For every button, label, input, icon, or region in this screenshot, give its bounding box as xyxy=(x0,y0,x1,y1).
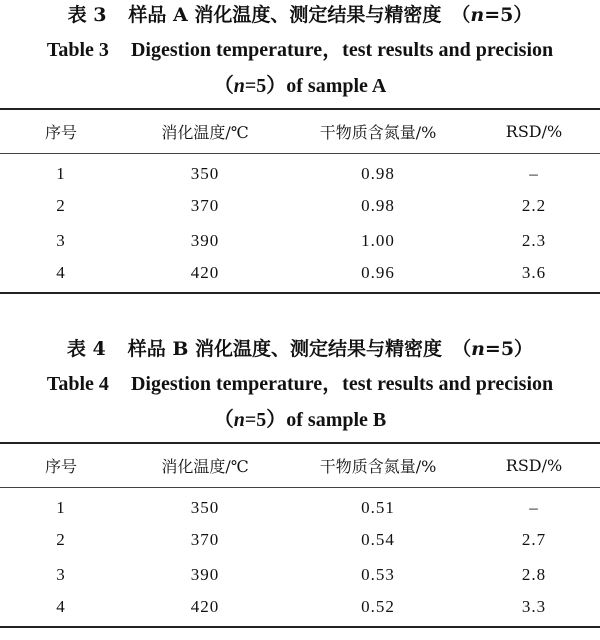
table-3-title-en: Digestion temperature，test results and precision xyxy=(130,39,554,61)
table-cell: 0.51 xyxy=(361,497,395,517)
table-3-caption-en-line1 xyxy=(0,32,600,68)
table-cell: 2.7 xyxy=(521,529,547,549)
table-3-n-open-en: （ xyxy=(213,75,234,97)
header-cell: RSD/% xyxy=(468,109,600,153)
table-cell: 2 xyxy=(56,529,66,549)
table-3-n-eq-cn: =5 xyxy=(484,4,514,26)
header-cell: 序号 xyxy=(0,443,122,487)
table-4-n-open-cn: （ xyxy=(452,338,472,360)
table-row xyxy=(0,258,600,293)
table-3-caption-en-line2 xyxy=(0,68,600,104)
table-3-label-en: Table 3 xyxy=(46,39,109,61)
table-4-n-open-en: （ xyxy=(213,409,234,431)
table-cell: – xyxy=(529,163,539,183)
table-4-n-var-en: n xyxy=(233,409,245,431)
table-row xyxy=(0,487,600,522)
table-cell: 420 xyxy=(122,258,288,293)
table-cell: 3 xyxy=(56,564,66,584)
table-4-n-eq-en: =5 xyxy=(244,409,267,431)
table-4-n-close-cn: ） xyxy=(514,338,534,360)
table-cell: 0.53 xyxy=(361,564,395,584)
table-cell: 0.52 xyxy=(288,592,468,627)
table-row xyxy=(0,188,600,223)
table-cell: 390 xyxy=(190,230,220,250)
table-cell: 420 xyxy=(122,592,288,627)
table-4-title-cn: 样品 B 消化温度、测定结果与精密度 xyxy=(127,338,443,360)
header-cell: 消化温度/℃ xyxy=(122,443,288,487)
table-row xyxy=(0,557,600,592)
table-4-block xyxy=(0,334,600,628)
table-4-caption-cn xyxy=(0,334,600,364)
table-3-n-open-cn: （ xyxy=(451,4,471,26)
table-cell: 4 xyxy=(0,592,122,627)
table-cell: 3.3 xyxy=(468,592,600,627)
table-cell: 350 xyxy=(190,497,220,517)
header-cell: 干物质含氮量/% xyxy=(288,443,468,487)
table-4-n-var-cn: n xyxy=(471,338,485,360)
table-3-label-cn: 表 3 xyxy=(67,4,107,26)
table-header-row xyxy=(0,109,600,153)
table-header-row xyxy=(0,443,600,487)
header-cell: 序号 xyxy=(0,109,122,153)
table-cell: – xyxy=(529,497,539,517)
table-row xyxy=(0,522,600,557)
table-4-caption-en-line1 xyxy=(0,366,600,402)
table-cell: 1.00 xyxy=(361,230,395,250)
table-cell: 390 xyxy=(190,564,220,584)
table-3-tail-en: of sample A xyxy=(286,75,387,97)
table-cell: 2.2 xyxy=(521,195,547,215)
table-row xyxy=(0,153,600,188)
table-4-tail-en: of sample B xyxy=(286,409,387,431)
table-3 xyxy=(0,108,600,294)
table-cell: 1 xyxy=(56,497,66,517)
table-3-n-close-en: ） xyxy=(266,75,287,97)
table-3-n-close-cn: ） xyxy=(513,4,533,26)
table-4 xyxy=(0,442,600,628)
table-cell: 0.98 xyxy=(361,195,395,215)
table-cell: 2.3 xyxy=(521,230,547,250)
table-4-n-close-en: ） xyxy=(266,409,287,431)
table-cell: 0.98 xyxy=(361,163,395,183)
table-cell: 350 xyxy=(190,163,220,183)
table-cell: 1 xyxy=(56,163,66,183)
table-4-label-en: Table 4 xyxy=(46,373,109,395)
table-3-title-cn: 样品 A 消化温度、测定结果与精密度 xyxy=(128,4,442,26)
header-cell: 消化温度/℃ xyxy=(122,109,288,153)
table-row xyxy=(0,223,600,258)
table-4-caption-en-line2 xyxy=(0,402,600,438)
table-cell: 3.6 xyxy=(468,258,600,293)
table-3-block xyxy=(0,0,600,294)
header-cell: 干物质含氮量/% xyxy=(288,109,468,153)
header-cell: RSD/% xyxy=(468,443,600,487)
table-cell: 2 xyxy=(56,195,66,215)
table-cell: 2.8 xyxy=(521,564,547,584)
table-row xyxy=(0,592,600,627)
table-4-n-eq-cn: =5 xyxy=(484,338,515,360)
table-cell: 370 xyxy=(190,529,220,549)
table-cell: 370 xyxy=(190,195,220,215)
table-cell: 0.54 xyxy=(361,529,395,549)
table-cell: 3 xyxy=(56,230,66,250)
table-4-title-en: Digestion temperature，test results and precision xyxy=(130,373,554,395)
table-cell: 4 xyxy=(0,258,122,293)
table-3-caption-cn xyxy=(0,0,600,30)
table-cell: 0.96 xyxy=(288,258,468,293)
table-3-n-var-en: n xyxy=(233,75,245,97)
table-3-n-eq-en: =5 xyxy=(244,75,267,97)
table-3-n-var-cn: n xyxy=(470,4,485,26)
table-4-label-cn: 表 4 xyxy=(66,338,106,360)
